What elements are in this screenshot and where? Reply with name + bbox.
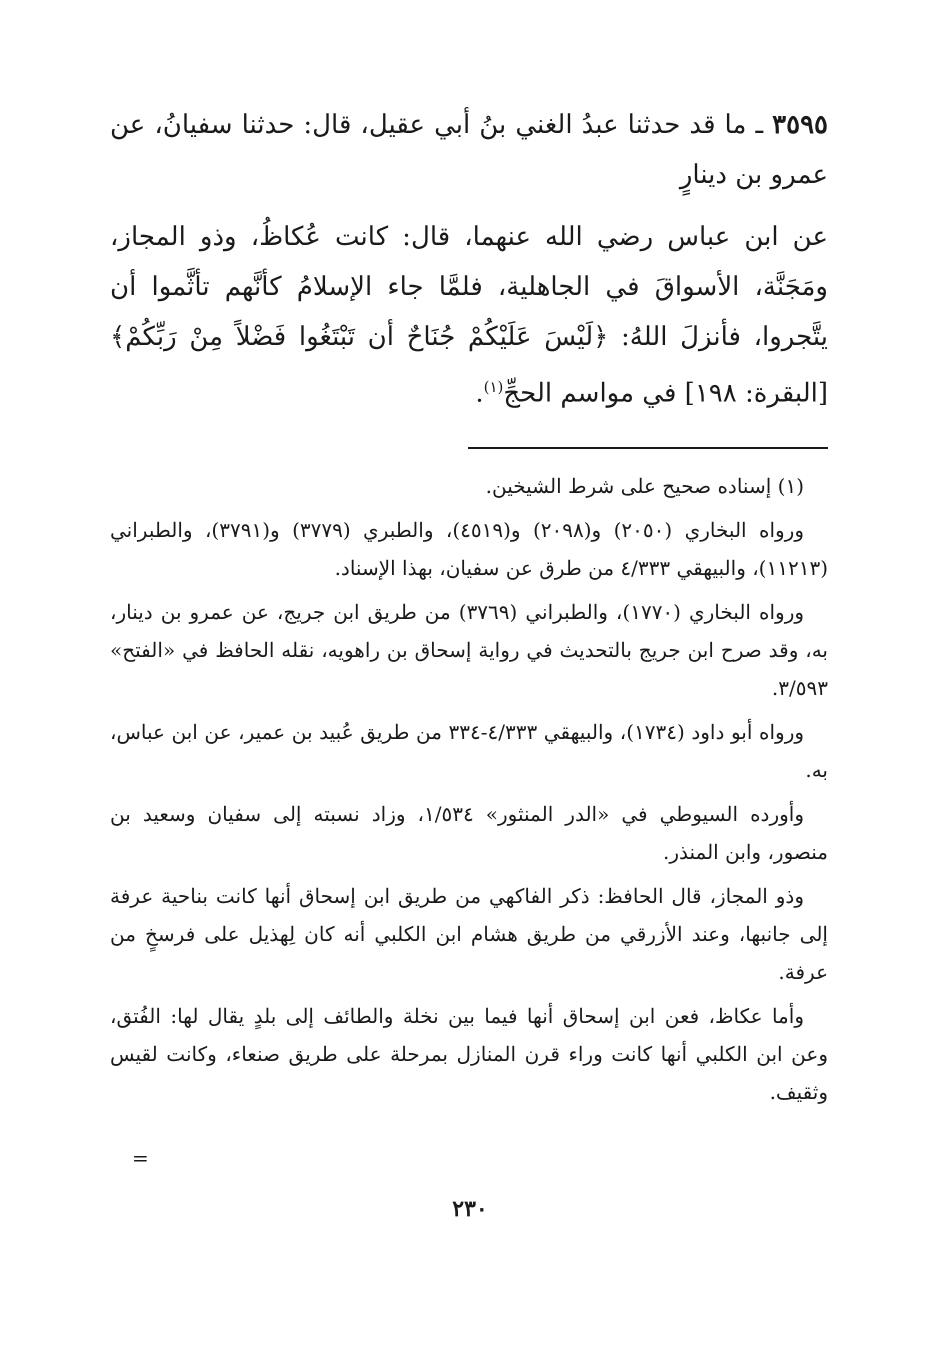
hadith-number: ٣٥٩٥: [772, 110, 828, 140]
continuation-mark: =: [132, 1146, 149, 1170]
footnote-paragraph: وأورده السيوطي في «الدر المنثور» ١/٥٣٤، وزاد نسبته إلى سفيان وسعيد بن منصور، وابن المنذر.: [110, 801, 828, 864]
hadith-isnad-text: ـ ما قد حدثنا عبدُ الغني بنُ أبي عقيل، قال: حدثنا سفيانُ، عن عمرو بن دينارٍ: [110, 110, 828, 190]
hadith-end-mark: .: [475, 378, 484, 409]
hadith-isnad: [110, 100, 828, 200]
footnote-paragraph: ورواه البخاري (١٧٧٠)، والطبراني (٣٧٦٩) من طريق ابن جريج، عن عمرو بن دينار، به، وقد صرح ابن جريج بالتحديث في رواية إسحاق بن راهويه، نقله الحافظ في «الفتح» ٣/٥٩٣.: [110, 599, 828, 700]
footnote-paragraph: ورواه البخاري (٢٠٥٠) و(٢٠٩٨) و(٤٥١٩)، والطبري (٣٧٧٩) و(٣٧٩١)، والطبراني (١١٢١٣)، والبيهقي ٤/٣٣٣ من طرق عن سفيان، بهذا الإسناد.: [110, 517, 828, 580]
footnote-divider: [468, 447, 828, 449]
page-content: [110, 100, 828, 1117]
footnote-1: (١) إسناده صحيح على شرط الشيخين.: [485, 473, 804, 498]
footnote-paragraph: وأما عكاظ، فعن ابن إسحاق أنها فيما بين نخلة والطائف إلى بلدٍ يقال لها: الفُتق، وعن ابن الكلبي أنها كانت وراء قرن المنازل بمرحلة على طريق صنعاء، وكانت لقيس وثقيف.: [110, 1003, 828, 1104]
footnotes: [110, 467, 828, 1111]
footnote-reference: (١): [483, 378, 504, 396]
footnote-paragraph: ورواه أبو داود (١٧٣٤)، والبيهقي ٤/٣٣٣-٣٣٤ من طريق عُبيد بن عمير، عن ابن عباس، به.: [110, 719, 828, 782]
page-number: ٢٣٠: [452, 1196, 488, 1222]
hadith-matn-text: عن ابن عباس رضي الله عنهما، قال: كانت عُكاظُ، وذو المجاز، ومَجَنَّة، الأسواقَ في الجاهلية، فلمَّا جاء الإسلامُ كأنَّهم تأثَّموا أن يتَّجروا، فأنزلَ اللهُ: ﴿لَيْسَ عَلَيْكُمْ جُنَاحٌ أن تَبْتَغُوا فَضْلاً مِنْ رَبِّكُمْ﴾ [البقرة: ١٩٨] في مواسم الحجِّ: [110, 222, 828, 409]
footnote-paragraph: وذو المجاز، قال الحافظ: ذكر الفاكهي من طريق ابن إسحاق أنها كانت بناحية عرفة إلى جانبها، وعند الأزرقي من طريق هشام ابن الكلبي أنه كان لِهذيل على فرسخٍ من عرفة.: [110, 883, 828, 984]
hadith-matn: [110, 212, 828, 419]
